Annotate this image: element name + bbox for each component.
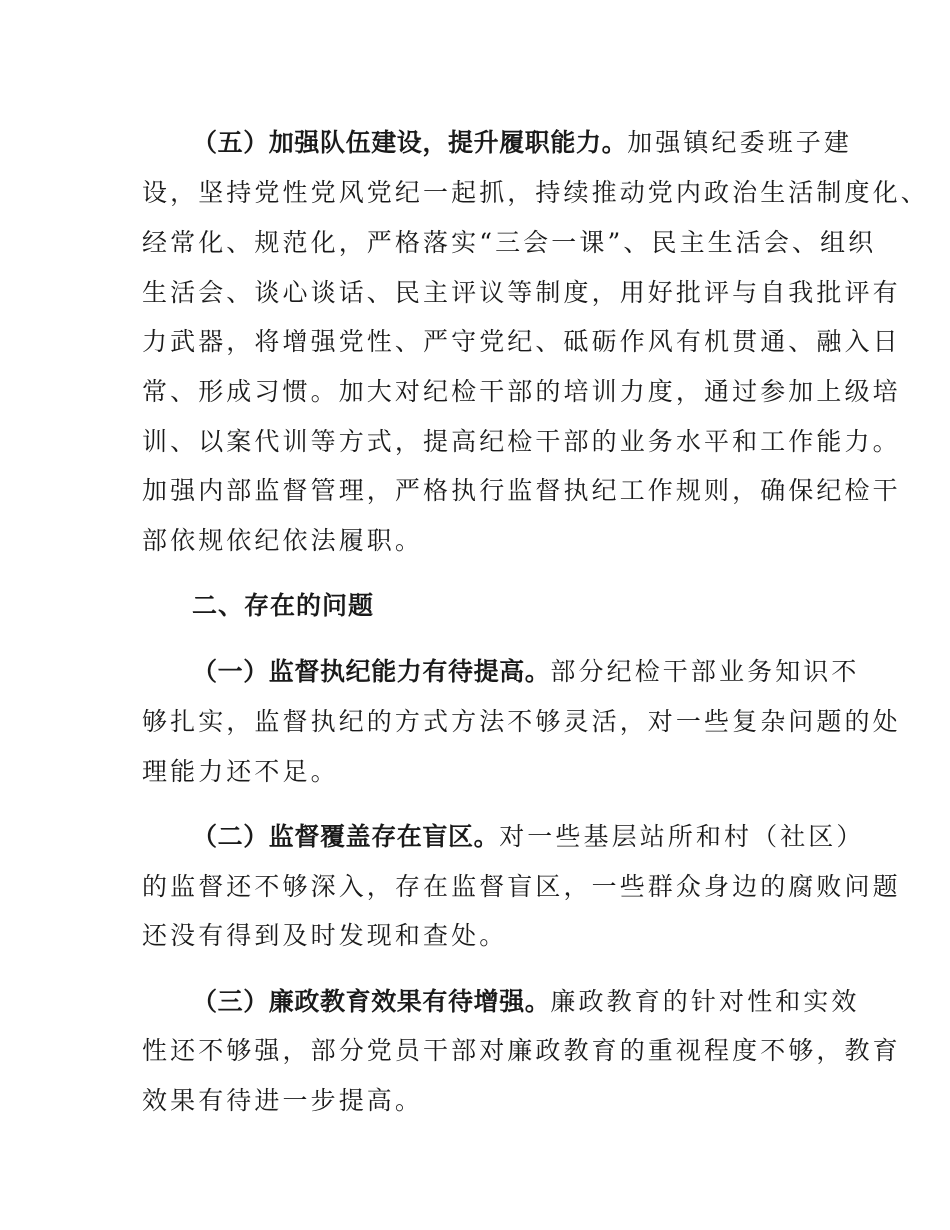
issue1-text: 部分纪检干部业务知识不 — [550, 657, 860, 686]
sec5-line: 部依规依纪依法履职。 — [142, 526, 424, 555]
issue2-line: 的监督还不够深入，存在监督盲区，一些群众身边的腐败问题 — [142, 872, 901, 901]
issue1-line: 够扎实，监督执纪的方式方法不够灵活，对一些复杂问题的处 — [142, 707, 901, 736]
paragraph-issue1-line-1 — [192, 655, 860, 689]
paragraph-issue2-line-1 — [192, 820, 865, 854]
issue2-text: 对一些基层站所和村（社区） — [499, 822, 865, 851]
sec5-line: 训、以案代训等方式，提高纪检干部的业务水平和工作能力。 — [142, 427, 901, 456]
sec5-line: 力武器，将增强党性、严守党纪、砥砺作风有机贯通、融入日 — [142, 327, 901, 356]
section-heading: 二、存在的问题 — [192, 591, 375, 620]
sec5-line: 设，坚持党性党风党纪一起抓，持续推动党内政治生活制度化、 — [142, 178, 929, 207]
issue2-line: 还没有得到及时发现和查处。 — [142, 921, 508, 950]
issue3-line: 性还不够强，部分党员干部对廉政教育的重视程度不够，教育 — [142, 1036, 901, 1065]
sec5-line: 常、形成习惯。加大对纪检干部的培训力度，通过参加上级培 — [142, 377, 901, 406]
issue2-title: （二）监督覆盖存在盲区。 — [192, 822, 500, 851]
sec5-title: （五）加强队伍建设，提升履职能力。 — [192, 128, 628, 157]
issue3-text: 廉政教育的针对性和实效 — [550, 987, 860, 1016]
sec5-line: 生活会、谈心谈话、民主评议等制度，用好批评与自我批评有 — [142, 278, 901, 307]
sec5-line: 经常化、规范化，严格落实“三会一课”、民主生活会、组织 — [142, 228, 877, 257]
issue1-line: 理能力还不足。 — [142, 757, 339, 786]
issue1-title: （一）监督执纪能力有待提高。 — [192, 657, 551, 686]
paragraph-issue3-line-1 — [192, 985, 860, 1019]
issue3-title: （三）廉政教育效果有待增强。 — [192, 987, 551, 1016]
issue3-line: 效果有待进一步提高。 — [142, 1086, 424, 1115]
sec5-text: 加强镇纪委班子建 — [627, 128, 853, 157]
sec5-line: 加强内部监督管理，严格执行监督执纪工作规则，确保纪检干 — [142, 476, 901, 505]
paragraph-sec5-line-1 — [192, 126, 852, 160]
